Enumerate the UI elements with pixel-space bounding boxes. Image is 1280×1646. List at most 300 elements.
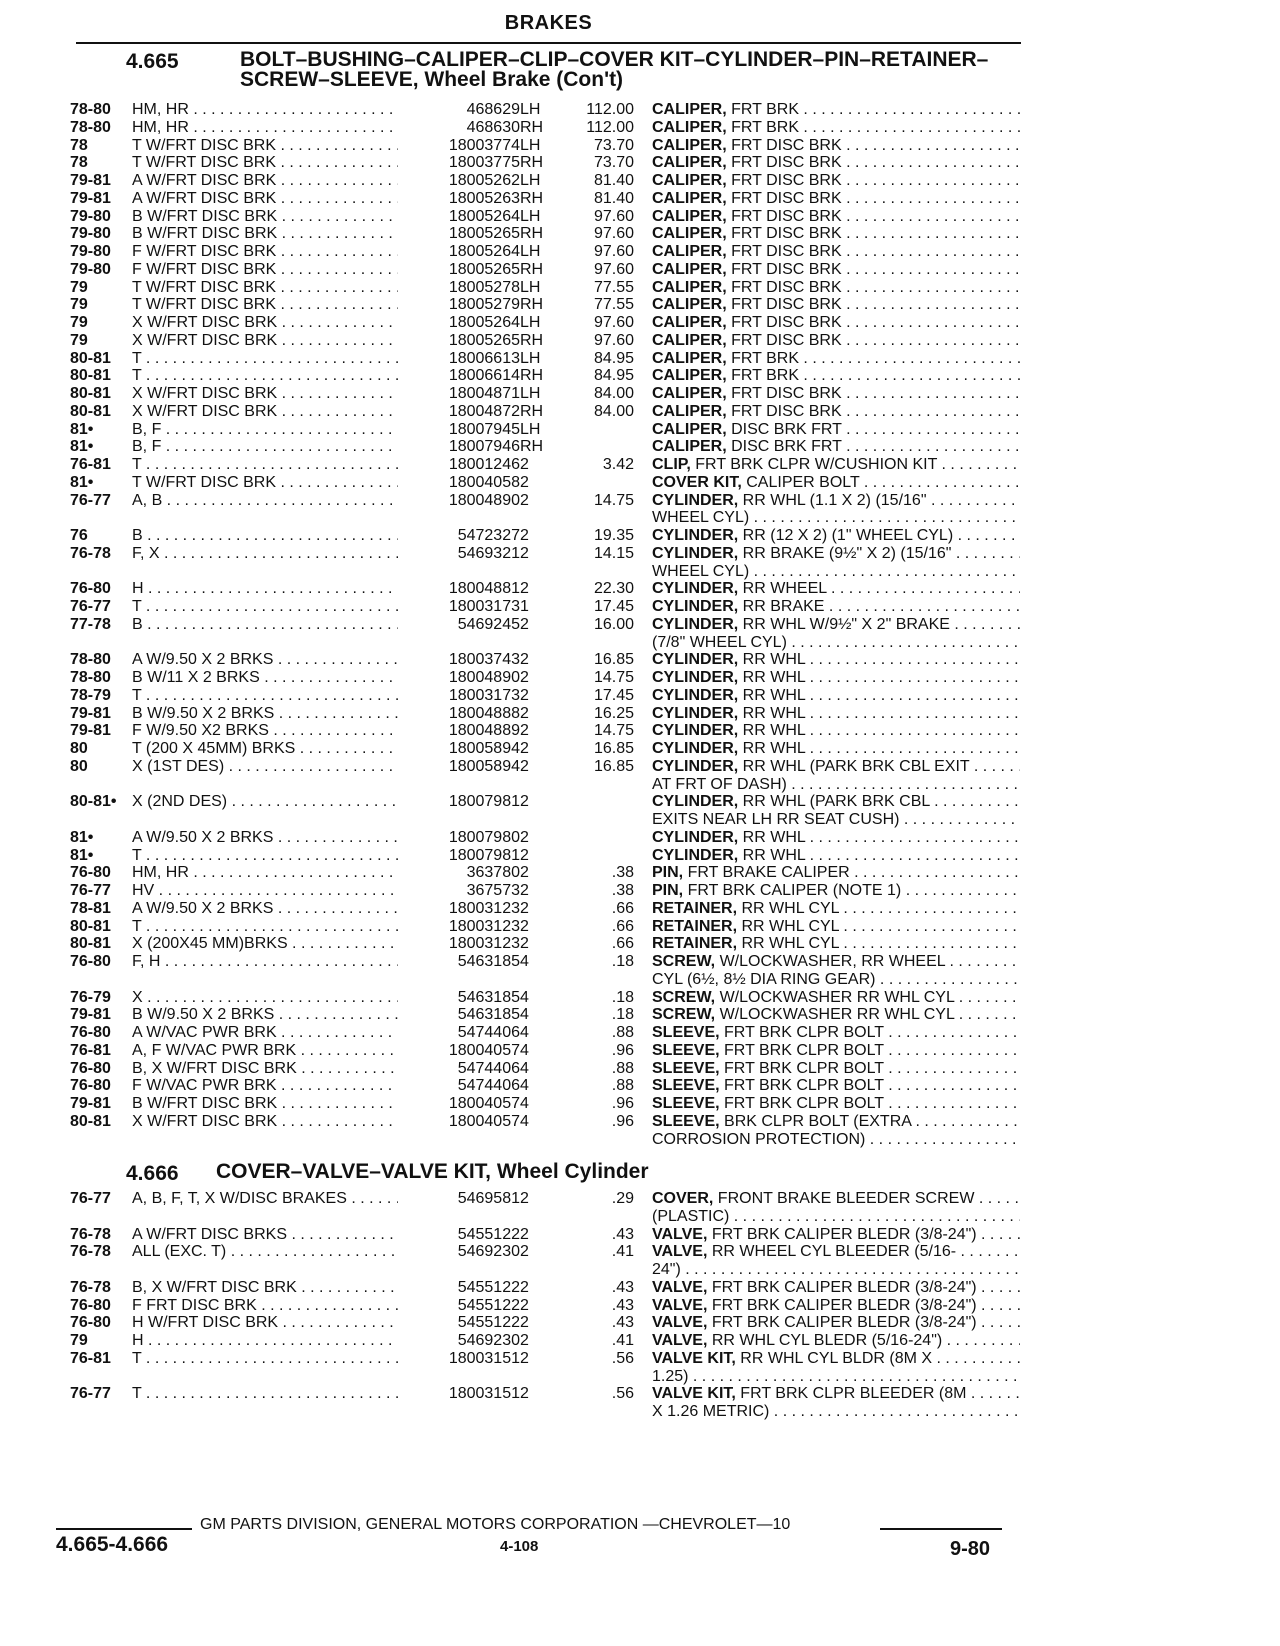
row-years: 80 — [70, 740, 88, 757]
row-description-name: CALIPER, — [652, 207, 727, 225]
footer-rule-left — [56, 1528, 192, 1530]
row-quantity: 2 — [520, 580, 529, 598]
row-years: 76-81 — [70, 1349, 111, 1367]
row-description-name: VALVE, — [652, 1243, 708, 1261]
row-part-number: 18003774 — [398, 136, 520, 155]
row-description-name: SLEEVE, — [652, 1059, 720, 1077]
row-part-number: 5455122 — [398, 1313, 520, 1332]
table-row — [0, 1112, 1280, 1131]
row-quantity: RH — [520, 438, 544, 456]
section-title — [216, 1162, 1006, 1182]
row-description-name: CALIPER, — [652, 349, 727, 367]
row-price: 14.75 — [593, 669, 634, 686]
row-description-name: PIN, — [652, 864, 684, 882]
row-price: 73.70 — [593, 154, 634, 172]
row-years: 80-81 — [70, 1112, 111, 1130]
table-row — [0, 455, 1280, 474]
row-price: .56 — [611, 1349, 634, 1367]
row-years: 76-80 — [70, 1059, 111, 1077]
table-row — [0, 437, 1280, 456]
table-row — [0, 242, 1280, 261]
table-row — [0, 899, 1280, 918]
row-description — [652, 331, 1020, 350]
row-quantity: 2 — [520, 1190, 529, 1207]
row-years: 80 — [70, 757, 88, 775]
row-description — [652, 1207, 1020, 1226]
row-quantity: 2 — [520, 704, 529, 722]
row-price: .43 — [611, 1225, 634, 1243]
row-model: X W/FRT DISC BRK . . . — [132, 402, 408, 421]
row-description-detail: FRT BRK CLPR BOLT — [719, 1077, 884, 1095]
row-part-number: 18003173 — [398, 686, 520, 705]
row-description-detail: AT FRT OF DASH) — [652, 775, 787, 793]
row-description — [652, 988, 1020, 1007]
row-description-name: CYLINDER, — [652, 615, 739, 633]
row-description — [652, 810, 1020, 829]
table-row — [0, 1005, 1280, 1024]
header-rule — [76, 42, 1021, 44]
row-description-name: RETAINER, — [652, 935, 738, 953]
footer-section-range: 4.665-4.666 — [56, 1533, 169, 1556]
row-model: X . . . — [132, 988, 408, 1007]
table-row — [0, 136, 1280, 155]
row-description-detail: W/LOCKWASHER RR WHL CYL — [715, 988, 955, 1006]
row-price: .96 — [611, 1112, 634, 1130]
row-description-detail: FRT DISC BRK — [726, 260, 842, 278]
row-years: 76-77 — [70, 598, 111, 615]
row-quantity: 2 — [520, 1349, 529, 1367]
row-model: A W/9.50 X 2 BRKS . . . — [132, 899, 408, 918]
row-quantity: 1 — [520, 598, 529, 615]
row-years: 78 — [70, 154, 88, 172]
row-quantity: RH — [520, 331, 544, 349]
table-row — [0, 917, 1280, 936]
row-price: 97.60 — [593, 225, 634, 243]
table-row — [0, 402, 1280, 421]
row-description-name: VALVE KIT, — [652, 1385, 736, 1403]
row-years: 76-80 — [70, 1024, 111, 1041]
row-quantity: LH — [520, 207, 541, 225]
row-description — [652, 278, 1020, 297]
row-price: 97.60 — [593, 314, 634, 331]
row-price: 17.45 — [593, 598, 634, 615]
row-quantity: 2 — [520, 1296, 529, 1314]
row-description — [652, 917, 1020, 936]
row-description-detail: FRT DISC BRK — [726, 225, 842, 243]
row-part-number: 18003743 — [398, 650, 520, 669]
row-years: 79-81 — [70, 1095, 111, 1112]
row-price: 112.00 — [586, 118, 634, 136]
row-description — [652, 704, 1020, 723]
row-description-name: CYLINDER, — [652, 580, 739, 598]
row-description-detail: FRT BRK — [726, 349, 799, 367]
table-row — [0, 1367, 1280, 1386]
row-part-number: 5469245 — [398, 615, 520, 634]
row-description — [652, 136, 1020, 155]
row-part-number: 18004881 — [398, 579, 520, 598]
row-model: T . . . — [132, 1349, 408, 1368]
table-row — [0, 295, 1280, 314]
row-model: A W/FRT DISC BRK . . . — [132, 171, 408, 190]
row-years: 76-78 — [70, 544, 111, 562]
row-part-number: 18004057 — [398, 1094, 520, 1113]
row-quantity: 4 — [520, 1024, 529, 1041]
row-description-detail: 1.25) — [652, 1367, 689, 1385]
row-model: X W/FRT DISC BRK . . . — [132, 1112, 408, 1131]
row-years: 76-79 — [70, 988, 111, 1006]
row-model: B, F . . . — [132, 420, 408, 439]
row-description-name: CALIPER, — [652, 136, 727, 154]
row-quantity: 2 — [520, 686, 529, 704]
row-quantity: 2 — [520, 527, 529, 544]
row-price: 16.25 — [593, 704, 634, 722]
row-description-name: SLEEVE, — [652, 1112, 720, 1130]
row-description — [652, 863, 1020, 882]
table-row — [0, 1130, 1280, 1149]
row-description — [652, 544, 1020, 563]
row-model: T W/FRT DISC BRK . . . — [132, 278, 408, 297]
table-row — [0, 384, 1280, 403]
row-model: X (200X45 MM)BRKS . . . — [132, 934, 408, 953]
row-description-detail: RR WHL — [738, 722, 806, 740]
row-quantity: RH — [520, 154, 544, 172]
row-part-number: 18006614 — [398, 366, 520, 385]
table-row — [0, 810, 1280, 829]
row-description-detail: RR WHEEL — [738, 580, 827, 598]
row-model: B W/9.50 X 2 BRKS . . . — [132, 1005, 408, 1024]
row-part-number: 18004058 — [398, 473, 520, 492]
row-years: 78-79 — [70, 686, 111, 704]
row-part-number: 5469230 — [398, 1331, 520, 1350]
row-quantity: LH — [520, 349, 541, 367]
row-quantity: 2 — [520, 722, 529, 740]
row-description-detail: RR WHL — [738, 686, 806, 704]
row-years: 80-81 — [70, 402, 111, 420]
row-description-detail: RR WHL CYL — [737, 935, 839, 953]
row-description — [652, 739, 1020, 758]
row-part-number: 18005894 — [398, 739, 520, 758]
row-model: T . . . — [132, 366, 408, 385]
row-model: B, X W/FRT DISC BRK . . . — [132, 1059, 408, 1078]
row-price: 97.60 — [593, 331, 634, 349]
row-model: B, X W/FRT DISC BRK . . . — [132, 1278, 408, 1297]
row-description-detail: DISC BRK FRT — [726, 438, 842, 456]
row-description-name: CALIPER, — [652, 260, 727, 278]
row-quantity: 4 — [520, 1077, 529, 1095]
section-number: 4.666 — [126, 1162, 179, 1185]
row-years: 80-81 — [70, 349, 111, 367]
row-description-detail: FRT DISC BRK — [726, 172, 842, 189]
row-part-number: 18007980 — [398, 828, 520, 847]
table-row — [0, 189, 1280, 208]
row-part-number: 18007981 — [398, 846, 520, 865]
row-part-number: 18003775 — [398, 153, 520, 172]
row-description — [652, 153, 1020, 172]
row-model: HM, HR . . . — [132, 100, 408, 119]
row-description — [652, 1313, 1020, 1332]
table-row — [0, 792, 1280, 811]
row-description-detail: FRONT BRAKE BLEEDER SCREW — [713, 1190, 975, 1207]
row-years: 77-78 — [70, 615, 111, 633]
row-description-name: CALIPER, — [652, 420, 727, 438]
row-part-number: 18005262 — [398, 171, 520, 190]
row-description-name: CYLINDER, — [652, 491, 739, 509]
row-years: 78-81 — [70, 899, 111, 917]
row-quantity: 2 — [520, 864, 529, 882]
row-model: F W/9.50 X2 BRKS . . . — [132, 721, 408, 740]
row-quantity: 2 — [520, 828, 529, 846]
row-years: 79 — [70, 1332, 88, 1349]
row-description — [652, 1402, 1020, 1421]
row-price: .66 — [611, 917, 634, 935]
row-price: .18 — [611, 953, 634, 970]
row-description — [652, 828, 1020, 847]
row-description-name: CALIPER, — [652, 225, 727, 243]
row-price: 3.42 — [602, 456, 634, 473]
row-description-detail: RR BRAKE — [738, 598, 825, 615]
row-price: 14.75 — [593, 722, 634, 740]
row-description-name: CYLINDER, — [652, 793, 739, 811]
row-description-name: CYLINDER, — [652, 598, 739, 615]
row-description — [652, 118, 1020, 137]
row-description-name: CALIPER, — [652, 438, 727, 456]
row-price: .43 — [611, 1296, 634, 1314]
row-quantity: 2 — [520, 935, 529, 953]
row-description-detail: CORROSION PROTECTION) — [652, 1130, 866, 1148]
row-description — [652, 1260, 1020, 1279]
row-years: 79-80 — [70, 225, 111, 243]
row-model: B W/FRT DISC BRK . . . — [132, 207, 408, 226]
row-description — [652, 1349, 1020, 1368]
row-part-number: 18004871 — [398, 384, 520, 403]
row-years: 76-80 — [70, 1077, 111, 1095]
row-years: 80-81• — [70, 793, 117, 811]
row-description — [652, 1367, 1020, 1386]
row-description-name: CALIPER, — [652, 154, 727, 172]
table-row — [0, 633, 1280, 652]
row-description — [652, 384, 1020, 403]
table-row — [0, 739, 1280, 758]
row-price: 84.95 — [593, 349, 634, 367]
row-price: 84.00 — [593, 385, 634, 402]
table-row — [0, 260, 1280, 279]
row-part-number: 468629 — [398, 100, 520, 119]
row-years: 76-81 — [70, 456, 111, 473]
row-part-number: 5469581 — [398, 1189, 520, 1208]
table-row — [0, 331, 1280, 350]
row-part-number: 18005264 — [398, 313, 520, 332]
row-years: 76-80 — [70, 864, 111, 882]
table-row — [0, 757, 1280, 776]
row-model: B W/9.50 X 2 BRKS . . . — [132, 704, 408, 723]
table-row — [0, 420, 1280, 439]
row-description-detail: RR WHL CYL — [737, 899, 839, 917]
row-description-name: CYLINDER, — [652, 828, 739, 846]
row-description-detail: EXITS NEAR LH RR SEAT CUSH) — [652, 811, 900, 828]
row-description-detail: RR (12 X 2) (1" WHEEL CYL) — [738, 527, 954, 544]
row-years: 79 — [70, 314, 88, 331]
row-model: T . . . — [132, 1384, 408, 1403]
row-part-number: 18003151 — [398, 1384, 520, 1403]
table-row — [0, 171, 1280, 190]
row-quantity: 4 — [520, 1006, 529, 1024]
row-description — [652, 526, 1020, 545]
row-description-name: CYLINDER, — [652, 757, 739, 775]
row-price: 77.55 — [593, 278, 634, 296]
row-years: 81• — [70, 828, 94, 846]
row-description-detail: WHEEL CYL) — [652, 509, 750, 527]
row-description — [652, 1225, 1020, 1244]
row-model: X W/FRT DISC BRK . . . — [132, 384, 408, 403]
row-years: 79-80 — [70, 260, 111, 278]
row-part-number: 5463185 — [398, 1005, 520, 1024]
row-description-detail: (PLASTIC) — [652, 1207, 730, 1225]
row-description-detail: FRT BRK CLPR BOLT — [719, 1024, 884, 1041]
table-row — [0, 1331, 1280, 1350]
row-quantity: 4 — [520, 988, 529, 1006]
row-description-name: SCREW, — [652, 1006, 716, 1024]
row-price: .56 — [611, 1385, 634, 1403]
table-row — [0, 934, 1280, 953]
row-description-name: SCREW, — [652, 953, 716, 970]
row-price: .29 — [611, 1190, 634, 1207]
row-description-detail: DISC BRK FRT — [726, 420, 842, 438]
row-price: .66 — [611, 935, 634, 953]
row-part-number: 18003123 — [398, 899, 520, 918]
table-row — [0, 1023, 1280, 1042]
row-description — [652, 1076, 1020, 1095]
row-years: 79-81 — [70, 722, 111, 740]
row-description-detail: FRT BRK CALIPER BLEDR (3/8-24") — [707, 1225, 977, 1243]
row-description-detail: FRT BRK CLPR BOLT — [719, 1059, 884, 1077]
row-years: 76-80 — [70, 953, 111, 970]
row-part-number: 5469321 — [398, 544, 520, 563]
row-years: 78-80 — [70, 118, 111, 136]
row-description — [652, 366, 1020, 385]
row-quantity: LH — [520, 172, 541, 189]
row-years: 79 — [70, 331, 88, 349]
row-model: ALL (EXC. T) . . . — [132, 1242, 408, 1261]
row-part-number: 5455122 — [398, 1225, 520, 1244]
row-part-number: 18003151 — [398, 1349, 520, 1368]
table-row — [0, 650, 1280, 669]
row-years: 79 — [70, 278, 88, 296]
row-part-number: 468630 — [398, 118, 520, 137]
row-description-detail: FRT BRK CALIPER BLEDR (3/8-24") — [707, 1296, 977, 1314]
row-years: 78 — [70, 136, 88, 154]
table-row — [0, 562, 1280, 581]
row-model: T (200 X 45MM) BRKS . . . — [132, 739, 408, 758]
row-model: A, B, F, T, X W/DISC BRAKES . . . — [132, 1189, 408, 1208]
row-description — [652, 579, 1020, 598]
footer-rule-right — [880, 1528, 1002, 1530]
row-description-name: VALVE, — [652, 1225, 708, 1243]
row-quantity: LH — [520, 314, 541, 331]
row-years: 76-80 — [70, 1314, 111, 1332]
row-description — [652, 171, 1020, 190]
row-model: T W/FRT DISC BRK . . . — [132, 295, 408, 314]
row-quantity: 4 — [520, 953, 529, 970]
section-title-line2: SCREW–SLEEVE, Wheel Brake (Con't) — [240, 68, 624, 91]
row-years: 81• — [70, 846, 94, 864]
row-part-number: 18005265 — [398, 260, 520, 279]
row-description-detail: RR WHL — [738, 740, 806, 757]
row-description-name: SCREW, — [652, 988, 716, 1006]
row-description-detail: RR WHL — [738, 846, 806, 864]
footer-publisher: GM PARTS DIVISION, GENERAL MOTORS CORPORATION —CHEVROLET—10 — [200, 1516, 791, 1533]
row-part-number: 18001246 — [398, 455, 520, 474]
table-row — [0, 1242, 1280, 1261]
row-description — [652, 402, 1020, 421]
row-description — [652, 934, 1020, 953]
row-quantity: 2 — [520, 793, 529, 811]
row-part-number: 18004889 — [398, 721, 520, 740]
row-years: 76-81 — [70, 1041, 111, 1059]
row-model: A, B . . . — [132, 491, 408, 510]
row-description — [652, 349, 1020, 368]
row-description-name: CYLINDER, — [652, 722, 739, 740]
row-description — [652, 295, 1020, 314]
row-description — [652, 455, 1020, 474]
table-row — [0, 881, 1280, 900]
table-row — [0, 846, 1280, 865]
row-model: F W/VAC PWR BRK . . . — [132, 1076, 408, 1095]
row-years: 76-77 — [70, 491, 111, 509]
row-description — [652, 1005, 1020, 1024]
row-model: T . . . — [132, 846, 408, 865]
row-model: B, F . . . — [132, 437, 408, 456]
row-model: T W/FRT DISC BRK . . . — [132, 136, 408, 155]
row-model: F, X . . . — [132, 544, 408, 563]
row-description-name: VALVE, — [652, 1332, 708, 1349]
row-part-number: 18005278 — [398, 278, 520, 297]
row-price: 84.95 — [593, 367, 634, 385]
row-description-detail: RR WHL CYL BLEDR (5/16-24") — [707, 1332, 943, 1349]
table-row — [0, 224, 1280, 243]
row-part-number: 5455122 — [398, 1296, 520, 1315]
row-price: .41 — [611, 1332, 634, 1349]
row-description-detail: FRT DISC BRK — [726, 402, 842, 420]
table-row — [0, 1076, 1280, 1095]
row-description-detail: FRT BRK — [726, 118, 799, 136]
row-quantity: 2 — [520, 651, 529, 669]
row-quantity: 2 — [520, 757, 529, 775]
row-description-detail: RR WHL — [738, 828, 806, 846]
row-part-number: 18004890 — [398, 491, 520, 510]
row-price: .38 — [611, 882, 634, 899]
row-price: 84.00 — [593, 402, 634, 420]
row-description-name: CYLINDER, — [652, 651, 739, 669]
row-description-detail: FRT DISC BRK — [726, 207, 842, 225]
row-description-detail: FRT BRK CLPR W/CUSHION KIT — [690, 456, 938, 473]
row-model: B W/11 X 2 BRKS . . . — [132, 668, 408, 687]
row-description — [652, 668, 1020, 687]
table-row — [0, 100, 1280, 119]
row-description-detail: RR WHL — [738, 704, 806, 722]
row-description — [652, 1242, 1020, 1261]
row-description-detail: FRT BRK CLPR BOLT — [719, 1041, 884, 1059]
row-quantity: 2 — [520, 1243, 529, 1261]
row-description-detail: FRT BRK CLPR BLEEDER (8M — [735, 1385, 967, 1403]
section-title-line1: BOLT–BUSHING–CALIPER–CLIP–COVER KIT–CYLINDER–PIN–RETAINER– — [240, 48, 989, 71]
row-description — [652, 242, 1020, 261]
row-years: 81• — [70, 438, 94, 456]
row-description-name: CALIPER, — [652, 278, 727, 296]
row-description-name: CALIPER, — [652, 101, 727, 118]
row-quantity: 2 — [520, 917, 529, 935]
row-years: 81• — [70, 420, 94, 438]
row-quantity: RH — [520, 296, 544, 314]
